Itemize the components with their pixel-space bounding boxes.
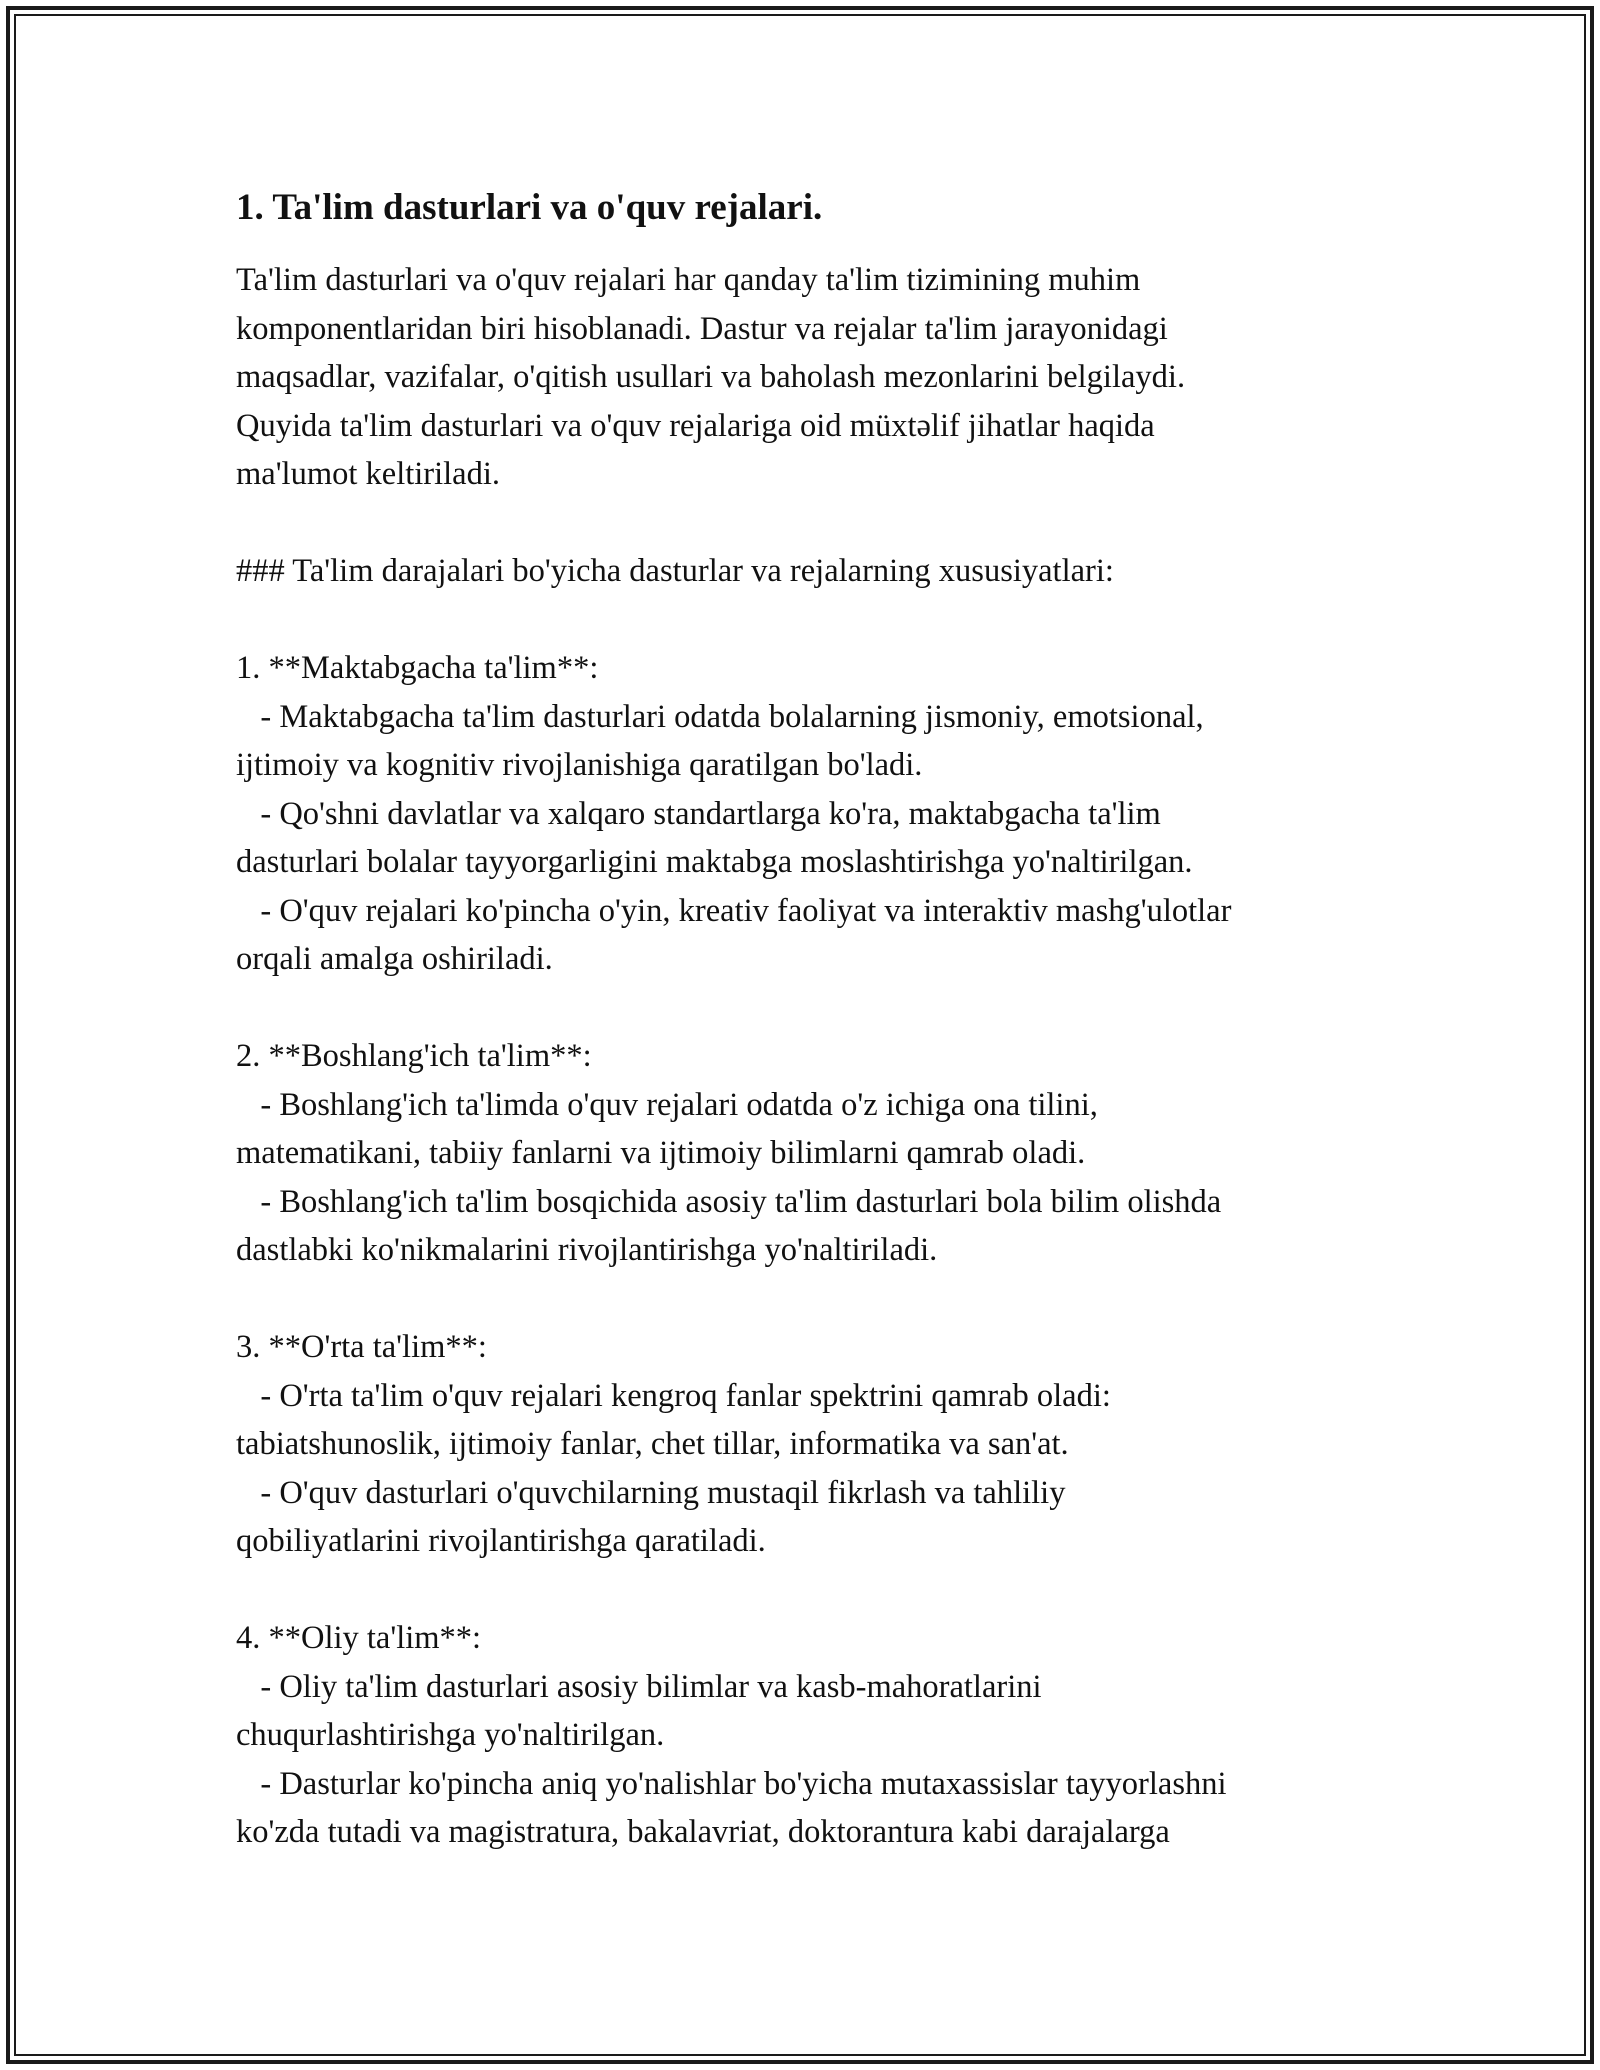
section-heading-secondary: 3. **O'rta ta'lim**:	[236, 1329, 487, 1365]
section-body-preschool: - Maktabgacha ta'lim dasturlari odatda bolalarning jismoniy, emotsional, ijtimoiy va kognitiv rivojlanishiga qaratilgan bo'ladi. - Qo'shni davlatlar va xalqaro standartlarga ko'ra, maktabgacha ta'lim dasturlari bolalar tayyorgarligini maktabga moslashtirishga yo'naltirilgan. - O'quv rejalari ko'pincha o'yin, kreativ faoliyat va interaktiv mashg'ulotlar orqali amalga oshiriladi.	[236, 698, 1232, 977]
document-body	[236, 186, 1396, 1857]
spacer	[236, 984, 1396, 1033]
spacer	[236, 596, 1396, 645]
document-title: 1. Ta'lim dasturlari va o'quv rejalari.	[236, 187, 823, 228]
spacer	[236, 499, 1396, 548]
section-body-primary: - Boshlang'ich ta'limda o'quv rejalari odatda o'z ichiga ona tilini, matematikani, tabiiy fanlarni va ijtimoiy bilimlarni qamrab oladi. - Boshlang'ich ta'lim bosqichida asosiy ta'lim dasturlari bola bilim olishda dastlabki ko'nikmalarini rivojlantirishga yo'naltiriladi.	[236, 1086, 1222, 1268]
section-body-higher: - Oliy ta'lim dasturlari asosiy bilimlar va kasb-mahoratlarini chuqurlashtirishga yo'naltirilgan. - Dasturlar ko'pincha aniq yo'nalishlar bo'yicha mutaxassislar tayyorlashni ko'zda tutadi va magistratura, bakalavriat, doktorantura kabi darajalarga	[236, 1668, 1227, 1850]
section-heading-primary: 2. **Boshlang'ich ta'lim**:	[236, 1038, 592, 1074]
spacer	[236, 1566, 1396, 1615]
spacer	[236, 1275, 1396, 1324]
section-heading-higher: 4. **Oliy ta'lim**:	[236, 1620, 482, 1656]
section-body-secondary: - O'rta ta'lim o'quv rejalari kengroq fanlar spektrini qamrab oladi: tabiatshunoslik, ijtimoiy fanlar, chet tillar, informatika va san'at. - O'quv dasturlari o'quvchilarning mustaqil fikrlash va tahliliy qobiliyatlarini rivojlantirishga qaratiladi.	[236, 1377, 1111, 1559]
section-heading-preschool: 1. **Maktabgacha ta'lim**:	[236, 650, 599, 686]
intro-paragraph: Ta'lim dasturlari va o'quv rejalari har qanday ta'lim tizimining muhim komponentlaridan biri hisoblanadi. Dastur va rejalar ta'lim jarayonidagi maqsadlar, vazifalar, o'qitish usullari va baholash mezonlarini belgilaydi. Quyida ta'lim dasturlari va o'quv rejalariga oid müxtəlif jihatlar haqida ma'lumot keltiriladi.	[236, 262, 1186, 492]
subheading: ### Ta'lim darajalari bo'yicha dasturlar va rejalarning xususiyatlari:	[236, 553, 1114, 589]
